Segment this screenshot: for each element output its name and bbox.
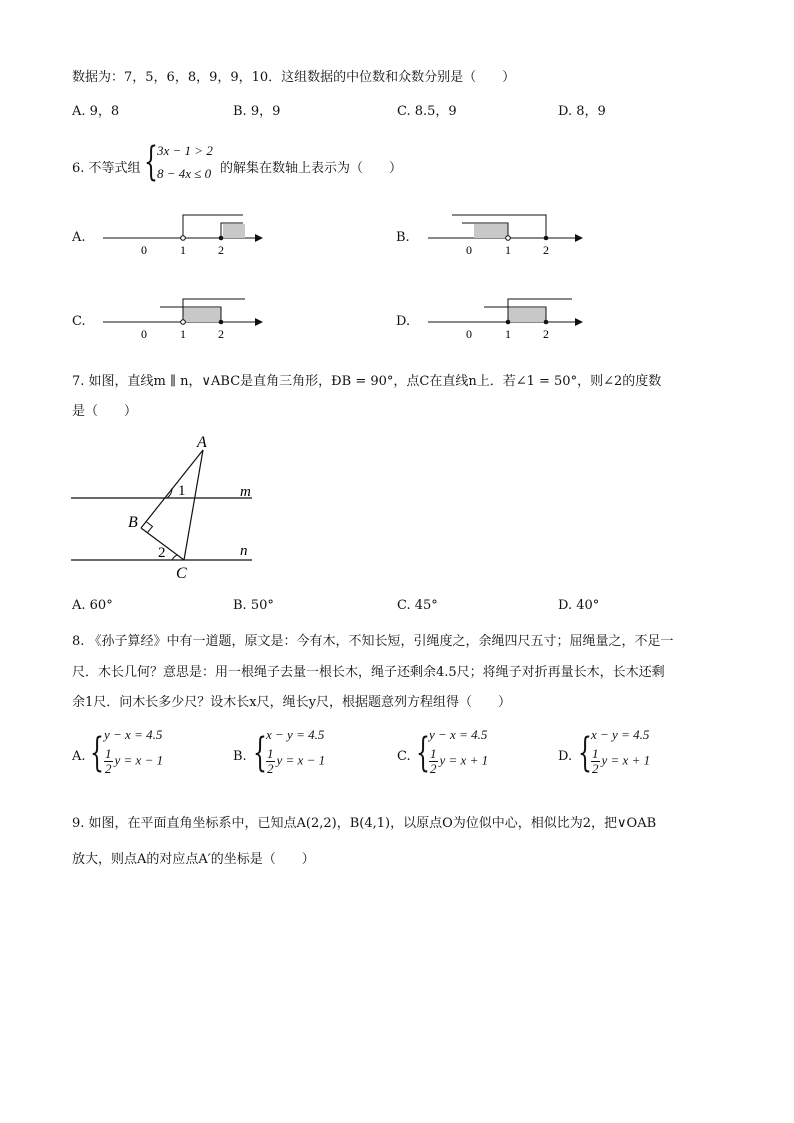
- tick-1: 1: [180, 327, 186, 340]
- q6-eq1: 3x − 1 > 2: [157, 143, 213, 158]
- fraction-half: $\frac{1}{2}$: [105, 746, 112, 776]
- q8-option-d[interactable]: [558, 727, 728, 785]
- q8-option-c-eq2: $\frac{1}{2}$ y = x + 1: [430, 746, 489, 776]
- q6-option-c-numberline[interactable]: [95, 292, 265, 340]
- q6-eq2: 8 − 4x ≤ 0: [157, 166, 212, 181]
- q8-option-b-letter: B.: [233, 749, 247, 764]
- label-C: C: [176, 565, 187, 582]
- q6-option-b-letter[interactable]: B.: [396, 230, 410, 245]
- tick-0: 0: [141, 243, 147, 256]
- q8-option-a-letter: A.: [72, 749, 86, 764]
- brace: {: [90, 730, 104, 776]
- q6-suffix: 的解集在数轴上表示为（ ）: [220, 161, 403, 176]
- q6-option-b-numberline[interactable]: [420, 208, 590, 256]
- q7-option-d[interactable]: D. 40°: [558, 598, 600, 613]
- tick-2: 2: [218, 243, 224, 256]
- q8-option-d-eq2: $\frac{1}{2}$ y = x + 1: [592, 746, 651, 776]
- q7-stem-line1: 7. 如图，直线m ∥ n，∨ABC是直角三角形，ÐB = 90°，点C在直线n上．若∠1 = 50°，则∠2的度数: [72, 374, 662, 389]
- q8-option-c-letter: C.: [397, 749, 411, 764]
- tick-2: 2: [218, 327, 224, 340]
- label-m: m: [240, 484, 251, 500]
- q8-line3: 余1尺．问木长多少尺？设木长x尺，绳长y尺，根据题意列方程组得（ ）: [72, 695, 511, 710]
- q8-option-b-eq2: $\frac{1}{2}$ y = x − 1: [267, 746, 326, 776]
- tick-2: 2: [543, 327, 549, 340]
- q9-line1: 9. 如图，在平面直角坐标系中，已知点A(2,2)，B(4,1)，以原点O为位似中心，相似比为2，把∨OAB: [72, 816, 657, 831]
- q6-option-a-numberline[interactable]: [95, 208, 265, 256]
- label-n: n: [240, 543, 248, 559]
- q6-option-d-letter[interactable]: D.: [396, 314, 411, 329]
- q6-prefix: 6. 不等式组: [72, 161, 141, 176]
- brace: {: [416, 730, 430, 776]
- q5-stem: 数据为：7，5，6，8，9，9，10．这组数据的中位数和众数分别是（ ）: [72, 70, 516, 85]
- q5-option-d[interactable]: D. 8，9: [558, 104, 606, 119]
- fraction-half: $\frac{1}{2}$: [430, 746, 437, 776]
- q7-stem-line2: 是（ ）: [72, 404, 138, 419]
- q5-option-b[interactable]: B. 9，9: [233, 104, 281, 119]
- q8-option-a-eq2: $\frac{1}{2}$ y = x − 1: [105, 746, 164, 776]
- q7-option-b[interactable]: B. 50°: [233, 598, 274, 613]
- q9-line2: 放大，则点A的对应点A′的坐标是（ ）: [72, 852, 315, 867]
- q7-option-a[interactable]: A. 60°: [72, 598, 113, 613]
- q8-option-d-eq1: x − y = 4.5: [591, 727, 650, 742]
- q8-option-c[interactable]: [397, 727, 567, 785]
- label-A: A: [197, 434, 207, 451]
- q7-option-c[interactable]: C. 45°: [397, 598, 438, 613]
- q8-option-b[interactable]: [233, 727, 403, 785]
- q6-option-a-letter[interactable]: A.: [72, 230, 86, 245]
- q8-line1: 8. 《孙子算经》中有一道题，原文是：今有木，不知长短，引绳度之，余绳四尺五寸；屈绳量之，不足一: [72, 634, 674, 649]
- q8-option-a[interactable]: [72, 727, 242, 785]
- q8-line2: 尺．木长几何？意思是：用一根绳子去量一根长木，绳子还剩余4.5尺；将绳子对折再量长木，长木还剩: [72, 665, 665, 680]
- tick-1: 1: [505, 327, 511, 340]
- tick-2: 2: [543, 243, 549, 256]
- q7-figure: [66, 430, 266, 585]
- q6-brace: {: [144, 139, 158, 185]
- label-angle2: 2: [158, 545, 166, 561]
- fraction-half: $\frac{1}{2}$: [267, 746, 274, 776]
- label-B: B: [128, 514, 138, 531]
- fraction-half: $\frac{1}{2}$: [592, 746, 599, 776]
- brace: {: [253, 730, 267, 776]
- q5-option-a[interactable]: A. 9，8: [72, 104, 120, 119]
- brace: {: [578, 730, 592, 776]
- tick-0: 0: [466, 243, 472, 256]
- q6-option-d-numberline[interactable]: [420, 292, 590, 340]
- tick-1: 1: [505, 243, 511, 256]
- q8-option-a-eq1: y − x = 4.5: [104, 727, 163, 742]
- q8-option-d-letter: D.: [558, 749, 573, 764]
- tick-0: 0: [141, 327, 147, 340]
- q6-option-c-letter[interactable]: C.: [72, 314, 86, 329]
- q8-option-c-eq1: y − x = 4.5: [429, 727, 488, 742]
- label-angle1: 1: [178, 483, 186, 499]
- q5-option-c[interactable]: C. 8.5，9: [397, 104, 457, 119]
- q8-option-b-eq1: x − y = 4.5: [266, 727, 325, 742]
- tick-1: 1: [180, 243, 186, 256]
- tick-0: 0: [466, 327, 472, 340]
